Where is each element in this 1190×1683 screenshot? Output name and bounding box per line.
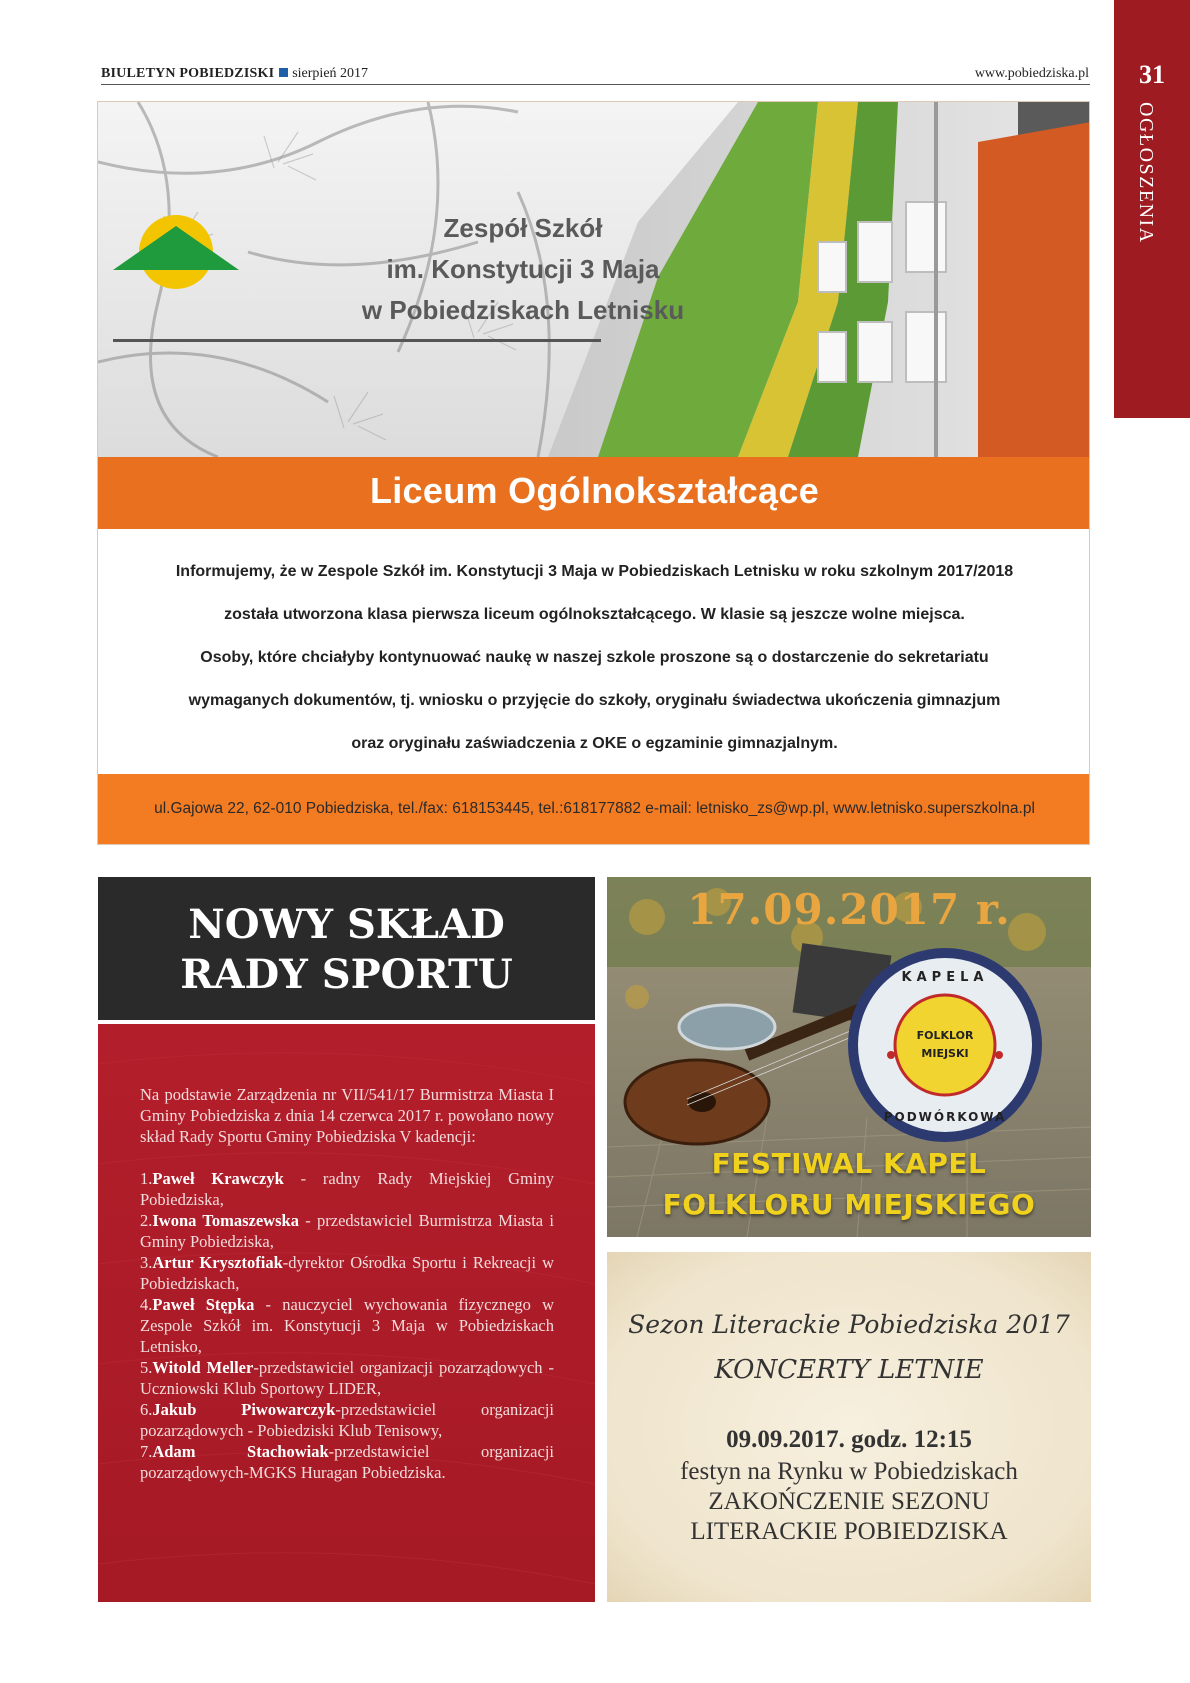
page-number: 31 bbox=[1139, 60, 1165, 89]
sport-title-line-1: NOWY SKŁAD bbox=[188, 901, 505, 948]
sport-title-line-2: RADY SPORTU bbox=[180, 951, 513, 998]
school-name-line-1: Zespół Szkół bbox=[443, 213, 603, 243]
member-name: Adam Stachowiak bbox=[152, 1442, 329, 1461]
member-name: Paweł Stępka bbox=[152, 1295, 255, 1314]
concert-line-3: ZAKOŃCZENIE SEZONU bbox=[708, 1488, 990, 1515]
member-item: 7.Adam Stachowiak-przedstawiciel organizacji pozarządowych-MGKS Huragan Pobiedziska. bbox=[140, 1442, 554, 1482]
header-rule bbox=[101, 84, 1090, 85]
concert-title: KONCERTY LETNIE bbox=[714, 1355, 984, 1385]
school-name bbox=[323, 208, 723, 331]
school-name-line-2: im. Konstytucji 3 Maja bbox=[386, 254, 660, 284]
school-name-line-3: w Pobiedziskach Letnisku bbox=[361, 295, 685, 325]
festival-date: 17.09.2017 r. bbox=[687, 885, 1011, 934]
member-name: Witold Meller bbox=[152, 1358, 254, 1377]
drum-center-1: FOLKLOR bbox=[916, 1029, 974, 1042]
issue-date: sierpień 2017 bbox=[292, 66, 369, 81]
member-item: 2.Iwona Tomaszewska - przedstawiciel Burmistrza Miasta i Gminy Pobiedziska, bbox=[140, 1211, 554, 1251]
sport-board-title bbox=[98, 900, 595, 1000]
ad-body-line: Informujemy, że w Zespole Szkół im. Konstytucji 3 Maja w Pobiedziskach Letnisku w roku szkolnym 2017/2018 bbox=[175, 563, 1014, 580]
concert-event: festyn na Rynku w Pobiedziskach bbox=[680, 1458, 1018, 1485]
festival-title-line-1: FESTIWAL KAPEL bbox=[711, 1147, 987, 1180]
concert-announcement bbox=[607, 1252, 1091, 1602]
ad-body-line: oraz oryginału zaświadczenia z OKE o egzaminie gimnazjalnym. bbox=[351, 735, 838, 752]
member-item: 1.Paweł Krawczyk - radny Rady Miejskiej Gminy Pobiedziska, bbox=[140, 1169, 554, 1209]
member-name: Paweł Krawczyk bbox=[152, 1169, 284, 1188]
folk-festival-poster bbox=[607, 877, 1091, 1237]
school-logo-icon bbox=[111, 208, 241, 290]
website-link[interactable]: www.pobiedziska.pl bbox=[974, 66, 1089, 81]
ad-title: Liceum Ogólnokształcące bbox=[369, 470, 820, 511]
square-bullet-icon bbox=[279, 68, 288, 77]
festival-title-line-2: FOLKLORU MIEJSKIEGO bbox=[662, 1188, 1036, 1221]
ad-body-text bbox=[118, 550, 1071, 765]
sport-intro: Na podstawie Zarządzenia nr VII/541/17 Burmistrza Miasta I Gminy Pobiedziska z dnia 14 czerwca 2017 r. powołano nowy skład Rady Sportu Gminy Pobiedziska V kadencji: bbox=[140, 1085, 554, 1146]
member-item: 4.Paweł Stępka - nauczyciel wychowania fizycznego w Zespole Szkół im. Konstytucji 3 Maja w Pobiedziskach Letnisko, bbox=[140, 1295, 554, 1356]
section-label: OGŁOSZENIA bbox=[1135, 102, 1157, 244]
drum-bottom-text: PODWÓRKOWA bbox=[883, 1110, 1007, 1124]
drum-top-text: KAPELA bbox=[901, 970, 989, 985]
publication-name: BIULETYN POBIEDZISKI bbox=[101, 66, 275, 81]
running-header bbox=[101, 66, 368, 82]
member-name: Artur Krysztofiak bbox=[152, 1253, 283, 1272]
concert-datetime: 09.09.2017. godz. 12:15 bbox=[726, 1426, 972, 1453]
concert-line-4: LITERACKIE POBIEDZISKA bbox=[690, 1518, 1008, 1545]
ad-body-line: została utworzona klasa pierwsza liceum ogólnokształcącego. W klasie są jeszcze wolne miejsca. bbox=[224, 606, 965, 623]
drum-center-2: MIEJSKI bbox=[921, 1047, 969, 1060]
member-name: Jakub Piwowarczyk bbox=[152, 1400, 336, 1419]
concert-series: Sezon Literackie Pobiedziska 2017 bbox=[628, 1310, 1070, 1339]
school-name-rule bbox=[113, 339, 601, 342]
ad-body-line: wymaganych dokumentów, tj. wniosku o przyjęcie do szkoły, oryginału świadectwa ukończenia gimnazjum bbox=[188, 692, 1001, 709]
sport-board-text bbox=[140, 1084, 554, 1483]
member-item: 3.Artur Krysztofiak-dyrektor Ośrodka Sportu i Rekreacji w Pobiedziskach, bbox=[140, 1253, 555, 1293]
school-advertisement bbox=[97, 101, 1090, 845]
member-item: 6.Jakub Piwowarczyk-przedstawiciel organizacji pozarządowych - Pobiedziski Klub Tenisowy, bbox=[140, 1400, 554, 1440]
contact-info: ul.Gajowa 22, 62-010 Pobiedziska, tel./fax: 618153445, tel.:618177882 e-mail: letnisko_zs@wp.pl, www.letnisko.superszkolna.pl bbox=[154, 800, 1035, 817]
member-item: 5.Witold Meller-przedstawiciel organizacji pozarządowych - Uczniowski Klub Sportowy LIDER, bbox=[140, 1358, 554, 1398]
member-name: Iwona Tomaszewska bbox=[152, 1211, 299, 1230]
ad-body-line: Osoby, które chciałyby kontynuować naukę w naszej szkole proszone są o dostarczenie do sekretariatu bbox=[200, 649, 989, 666]
